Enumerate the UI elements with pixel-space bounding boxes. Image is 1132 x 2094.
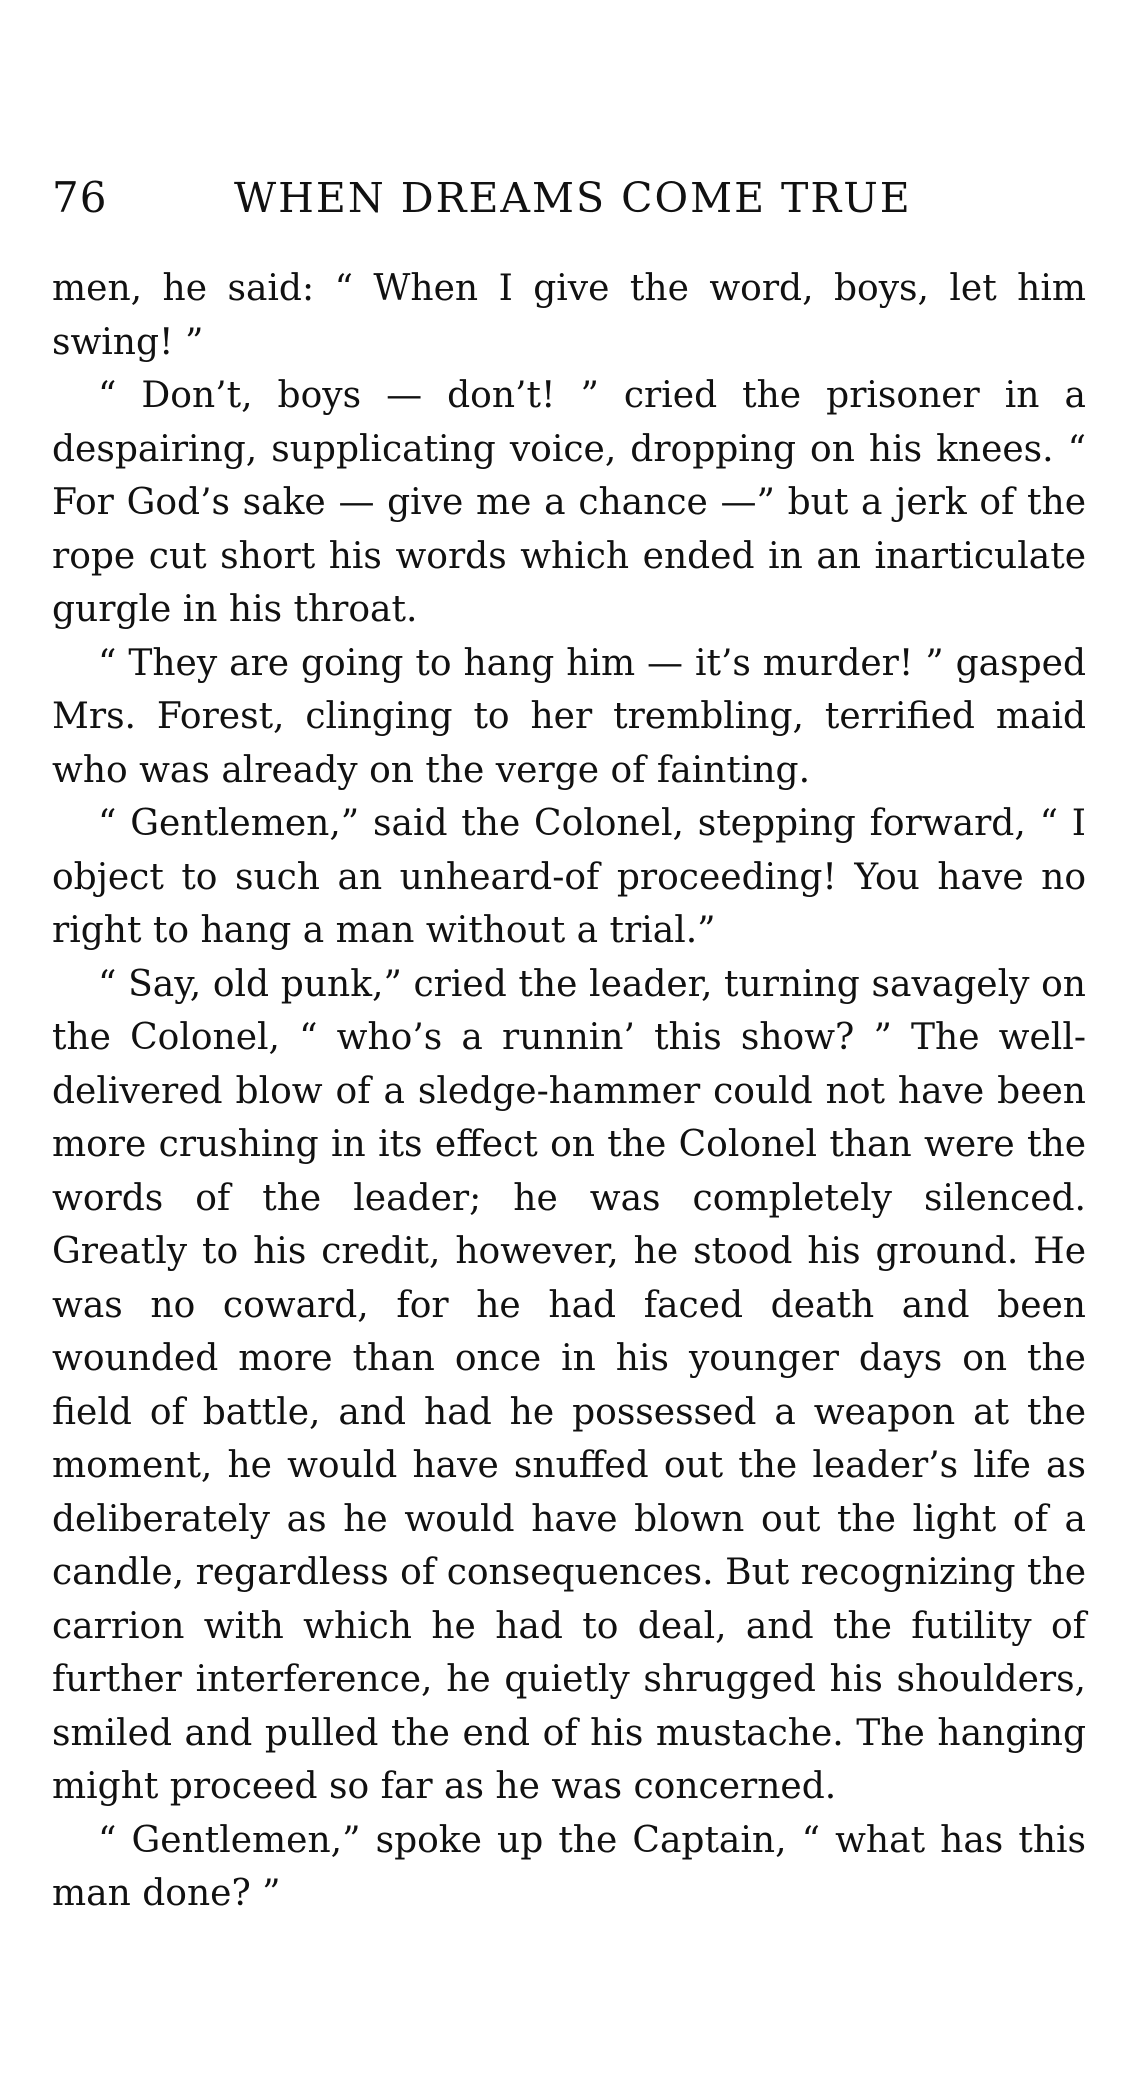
paragraph-3: “ They are going to hang him — it’s murder! ” gasped Mrs. Forest, clinging to her trembling, terrified maid who was already on the verge of fainting. bbox=[52, 642, 1086, 791]
body-text bbox=[52, 262, 1086, 1921]
paragraph-1: men, he said: “ When I give the word, boys, let him swing! ” bbox=[52, 268, 1086, 363]
paragraph-5: “ Say, old punk,” cried the leader, turning savagely on the Colonel, “ who’s a runnin’ this show? ” The well-delivered blow of a sledge-hammer could not have been more crushing in its effect on the Colonel than were the words of the leader; he was completely silenced. Greatly to his credit, however, he stood his ground. He was no coward, for he had faced death and been wounded more than once in his younger days on the field of battle, and had he possessed a weapon at the moment, he would have snuffed out the leader’s life as deliberately as he would have blown out the light of a candle, regardless of consequences. But recognizing the carrion with which he had to deal, and the futility of further interference, he quietly shrugged his shoulders, smiled and pulled the end of his mustache. The hanging might proceed so far as he was concerned. bbox=[52, 963, 1086, 1807]
paragraph-2: “ Don’t, boys — don’t! ” cried the prisoner in a despairing, supplicating voice, dropping on his knees. “ For God’s sake — give me a chance —” but a jerk of the rope cut short his words which ended in an inarticulate gurgle in his throat. bbox=[52, 375, 1086, 630]
paragraph-6: “ Gentlemen,” spoke up the Captain, “ what has this man done? ” bbox=[52, 1819, 1086, 1914]
page-header bbox=[52, 168, 1082, 228]
paragraph-4: “ Gentlemen,” said the Colonel, stepping forward, “ I object to such an unheard-of proceeding! You have no right to hang a man without a trial.” bbox=[52, 803, 1086, 951]
running-title: WHEN DREAMS COME TRUE bbox=[234, 174, 912, 222]
page-number: 76 bbox=[52, 173, 108, 222]
